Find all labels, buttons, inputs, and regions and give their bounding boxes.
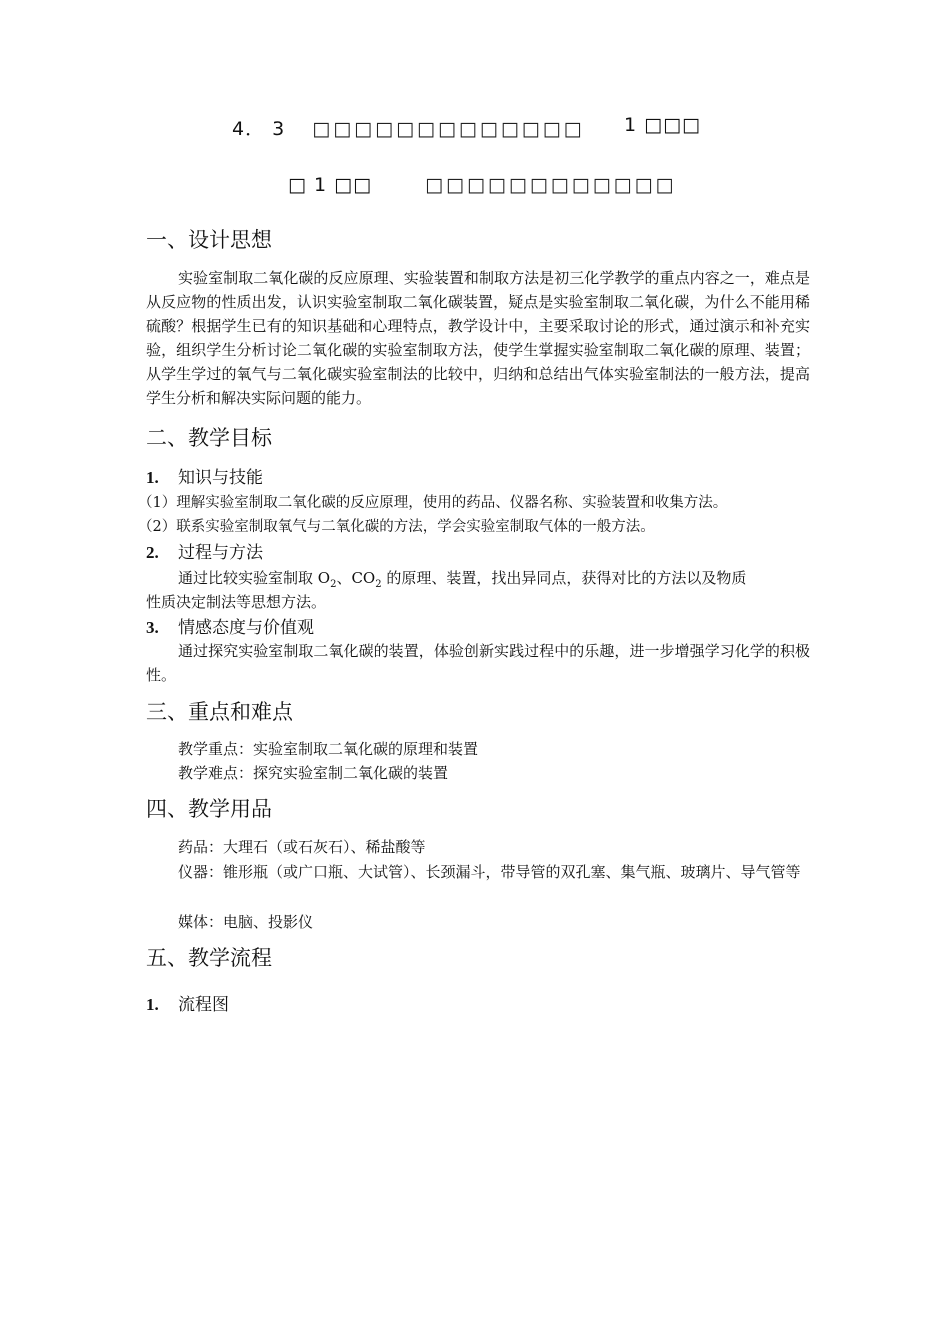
objective-process-heading [146,538,263,563]
process-sub-b: 2 [375,579,382,590]
section-heading-materials: 四、教学用品 [146,797,272,821]
objective-knowledge-title: 知识与技能 [178,468,263,487]
objective-attitude-heading [146,613,314,638]
objective-attitude-number: 3. [146,618,159,637]
document-subtitle [288,174,677,196]
key-point-line: 教学重点：实验室制取二氧化碳的原理和装置 [178,740,479,758]
flowchart-heading [146,990,229,1015]
process-sub-a: 2 [330,579,337,590]
materials-reagents-line: 药品：大理石（或石灰石）、稀盐酸等 [178,838,426,856]
title-number: 4． 3 [232,118,286,140]
title-period: 1 □□□ [624,114,701,136]
section-heading-design: 一、设计思想 [146,228,272,252]
document-title [232,114,585,141]
materials-instruments-line: 仪器：锥形瓶（或广口瓶、大试管）、长颈漏斗，带导管的双孔塞、集气瓶、玻璃片、导气管等 [178,863,801,881]
objective-knowledge-item-2: （2）联系实验室制取氧气与二氧化碳的方法，学会实验室制取气体的一般方法。 [138,519,655,535]
design-paragraph: 实验室制取二氧化碳的反应原理、实验装置和制取方法是初三化学教学的重点内容之一，难点是从反应物的性质出发，认识实验室制取二氧化碳装置，疑点是实验室制取二氧化碳，为什么不能用稀硫酸？根据学生已有的知识基础和心理特点，教学设计中，主要采取讨论的形式，通过演示和补充实验，组织学生分析讨论二氧化碳的实验室制取方法，使学生掌握实验室制取二氧化碳的原理、装置；从学生学过的氧气与二氧化碳实验室制法的比较中，归纳和总结出气体实验室制法的一般方法，提高学生分析和解决实际问题的能力。 [146,269,810,407]
difficult-point-line: 教学难点：探究实验室制二氧化碳的装置 [178,764,449,782]
materials-media-line: 媒体：电脑、投影仪 [178,913,314,931]
objective-attitude-text: 通过探究实验室制取二氧化碳的装置，体验创新实践过程中的乐趣，进一步增强学习化学的积极性。 [146,642,810,684]
objective-process-text-line-2: 性质决定制法等思想方法。 [146,593,327,611]
section-heading-objectives: 二、教学目标 [146,426,272,450]
objective-knowledge-heading [146,463,263,488]
section-heading-process: 五、教学流程 [146,946,272,970]
process-text-c: 的原理、装置，找出异同点，获得对比的方法以及物质 [381,569,747,587]
flowchart-number: 1. [146,995,159,1014]
objective-knowledge-number: 1. [146,468,159,487]
process-text-b: 、CO [336,569,376,587]
objective-knowledge-item-1: （1）理解实验室制取二氧化碳的反应原理，使用的药品、仪器名称、实验装置和收集方法。 [138,495,728,511]
objective-process-text-line-1 [178,567,746,590]
objective-process-title: 过程与方法 [178,543,263,562]
objective-process-number: 2. [146,543,159,562]
subtitle-prefix: □ 1 □□ [288,174,373,196]
title-text: □□□□□□□□□□□□□ [312,118,585,140]
objective-attitude-title: 情感态度与价值观 [178,618,314,637]
section-heading-key-points: 三、重点和难点 [146,700,293,724]
process-text-a: 通过比较实验室制取 O [178,569,331,587]
subtitle-text: □□□□□□□□□□□□ [425,174,677,196]
flowchart-title: 流程图 [178,995,229,1014]
